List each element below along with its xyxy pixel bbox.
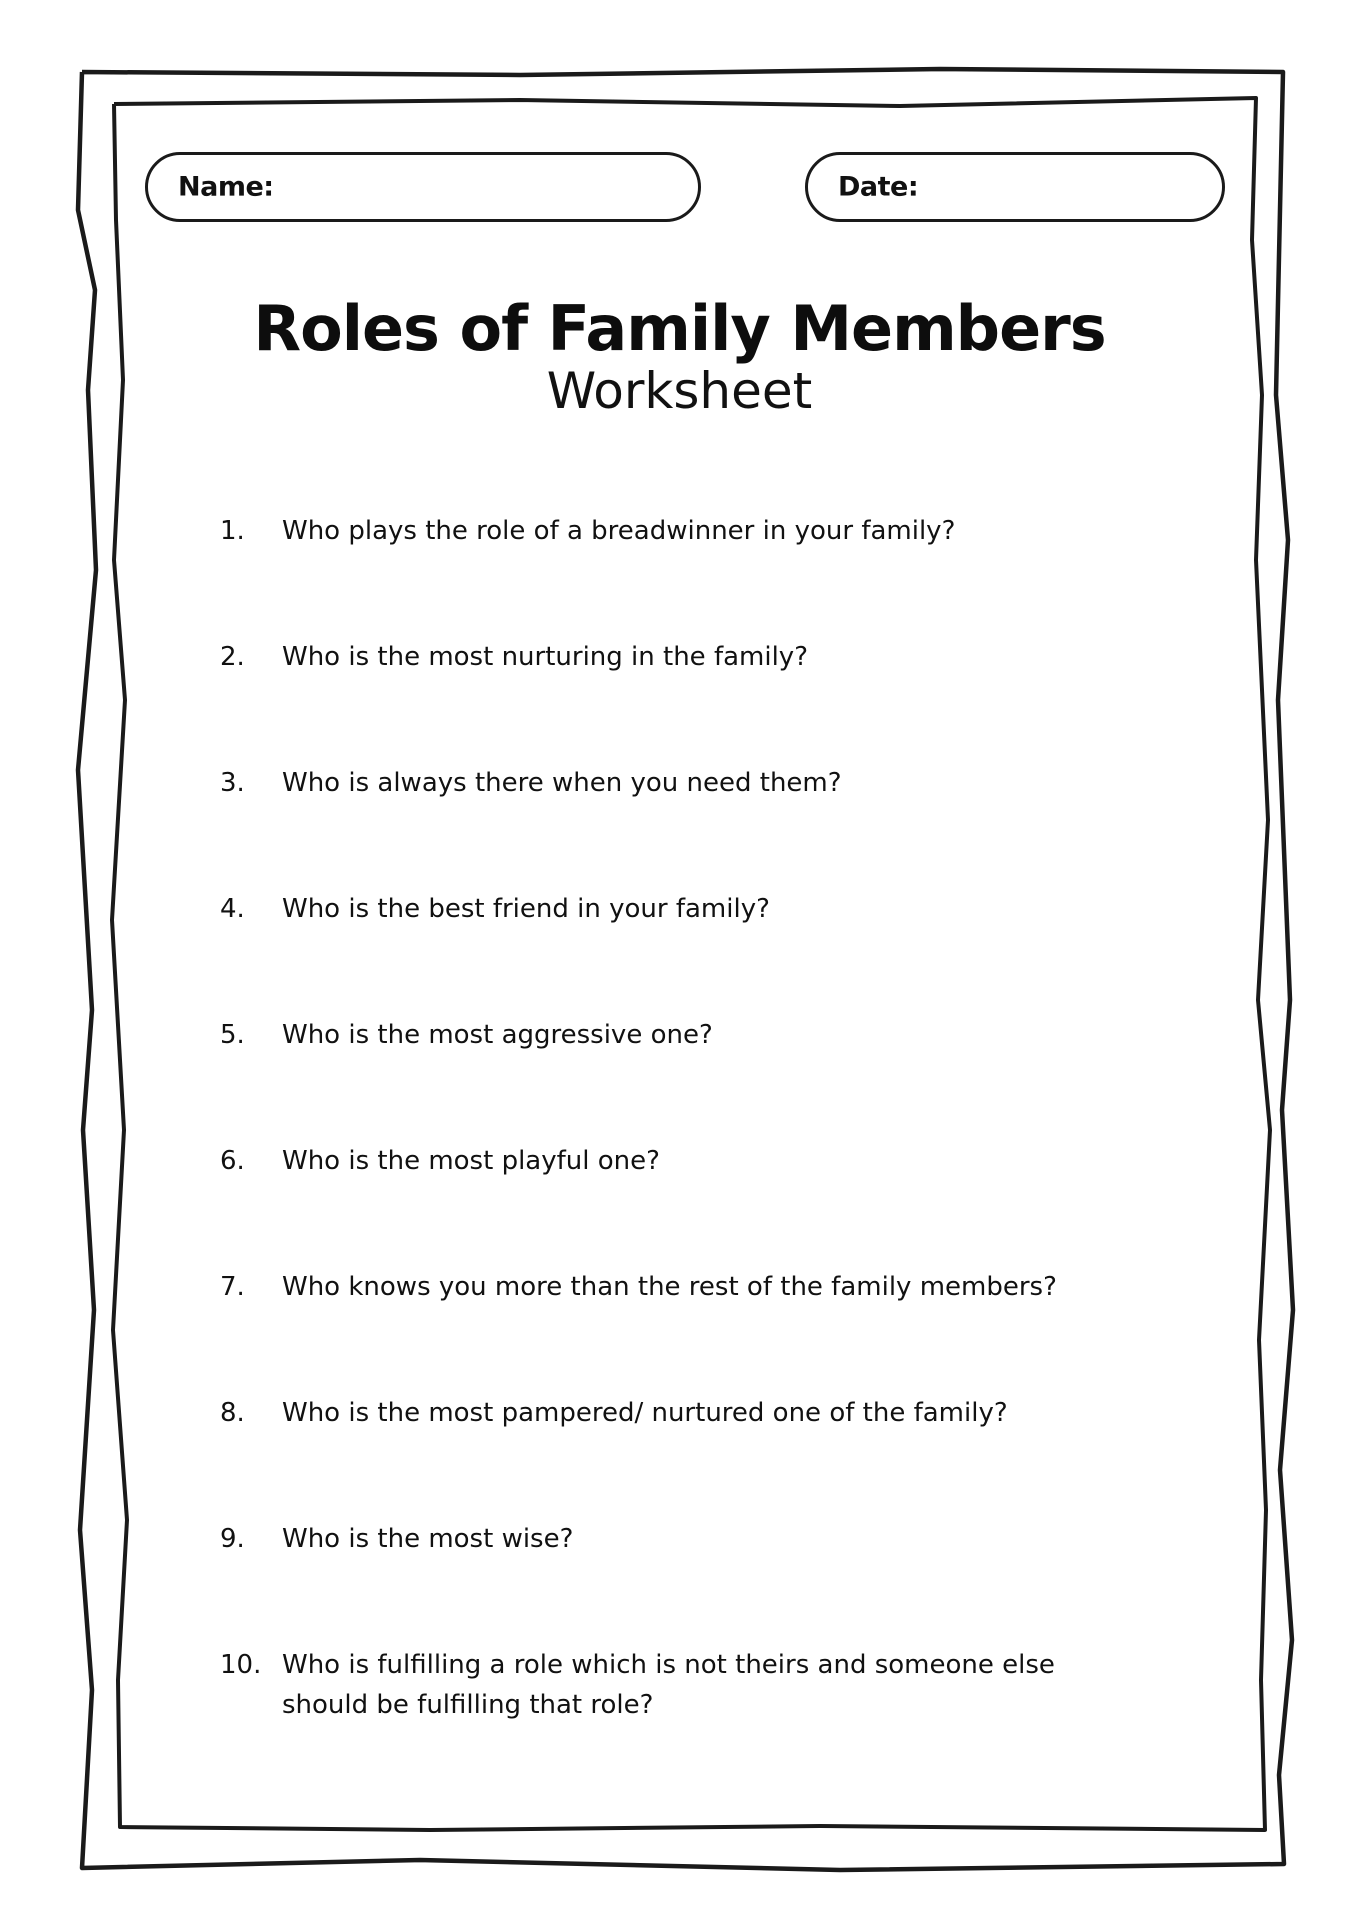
question-number: 4.: [220, 894, 245, 924]
question-text: Who knows you more than the rest of the family members?: [282, 1272, 1057, 1302]
question-text: Who is the most playful one?: [282, 1146, 660, 1176]
question-text: Who is always there when you need them?: [282, 768, 842, 798]
question-text: Who is fulfilling a role which is not theirs and someone else should be fulfilling that role?: [282, 1650, 1055, 1720]
question-number: 3.: [220, 768, 245, 798]
question-text: Who plays the role of a breadwinner in your family?: [282, 516, 956, 546]
name-label: Name:: [178, 171, 274, 203]
question-text: Who is the most aggressive one?: [282, 1020, 713, 1050]
question-number: 10.: [220, 1650, 262, 1680]
question-number: 1.: [220, 516, 245, 546]
date-field[interactable]: [805, 152, 1225, 222]
question-number: 5.: [220, 1020, 245, 1050]
question-number: 8.: [220, 1398, 245, 1428]
question-text: Who is the most pampered/ nurtured one of the family?: [282, 1398, 1008, 1428]
question-text: Who is the most wise?: [282, 1524, 574, 1554]
question-number: 9.: [220, 1524, 245, 1554]
question-text: Who is the most nurturing in the family?: [282, 642, 808, 672]
name-field[interactable]: [145, 152, 701, 222]
question-number: 2.: [220, 642, 245, 672]
page-subtitle: Worksheet: [546, 362, 813, 420]
question-number: 6.: [220, 1146, 245, 1176]
question-number: 7.: [220, 1272, 245, 1302]
page-title: Roles of Family Members: [253, 292, 1106, 365]
date-label: Date:: [838, 171, 919, 203]
question-text: Who is the best friend in your family?: [282, 894, 770, 924]
